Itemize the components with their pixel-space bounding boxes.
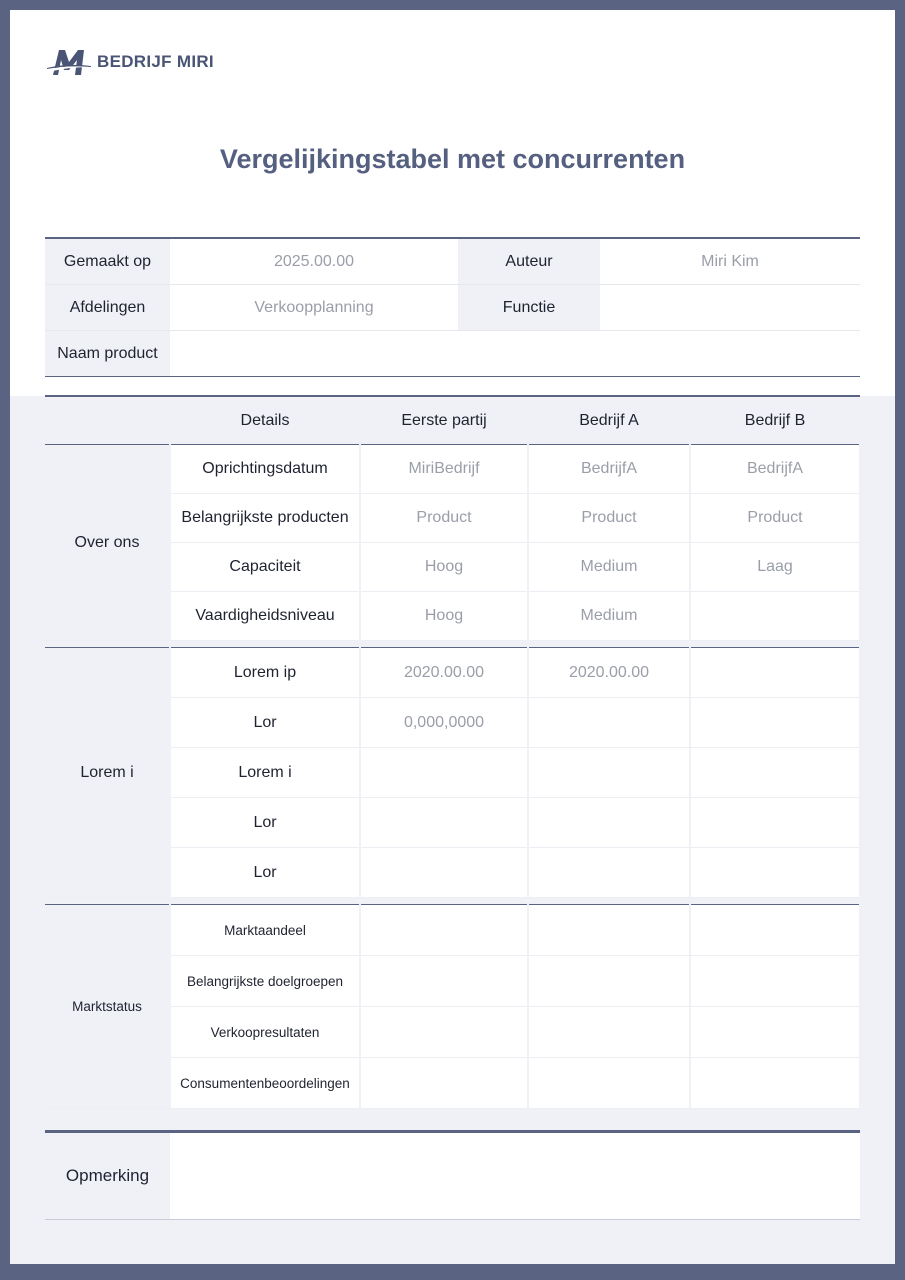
- product-value[interactable]: [170, 331, 860, 377]
- detail-label: Lorem ip: [170, 648, 360, 698]
- table-row: [45, 905, 860, 956]
- value-cell[interactable]: [528, 905, 690, 956]
- header-cell: [45, 396, 170, 445]
- department-value[interactable]: Verkoopplanning: [170, 285, 458, 331]
- value-cell[interactable]: 0,000,0000: [360, 698, 528, 748]
- info-row: [45, 238, 860, 285]
- author-value[interactable]: Miri Kim: [600, 238, 860, 285]
- note-label: Opmerking: [45, 1132, 170, 1220]
- value-cell[interactable]: Hoog: [360, 543, 528, 592]
- created-label: Gemaakt op: [45, 238, 170, 285]
- detail-label: Belangrijkste doelgroepen: [170, 956, 360, 1007]
- detail-label: Lor: [170, 798, 360, 848]
- group-label: Over ons: [45, 445, 170, 641]
- table-row: [45, 445, 860, 494]
- value-cell[interactable]: [360, 1007, 528, 1058]
- header-cell: Details: [170, 396, 360, 445]
- value-cell[interactable]: Hoog: [360, 592, 528, 641]
- value-cell[interactable]: [690, 956, 860, 1007]
- value-cell[interactable]: Product: [360, 494, 528, 543]
- value-cell[interactable]: 2020.00.00: [528, 648, 690, 698]
- group-label: Marktstatus: [45, 905, 170, 1109]
- header-cell: Bedrijf A: [528, 396, 690, 445]
- value-cell[interactable]: [690, 748, 860, 798]
- value-cell[interactable]: [690, 798, 860, 848]
- value-cell[interactable]: [528, 798, 690, 848]
- header-row: [45, 396, 860, 445]
- value-cell[interactable]: BedrijfA: [690, 445, 860, 494]
- value-cell[interactable]: [690, 592, 860, 641]
- note-table: [45, 1130, 860, 1220]
- value-cell[interactable]: [360, 748, 528, 798]
- detail-label: Lorem i: [170, 748, 360, 798]
- value-cell[interactable]: [360, 1058, 528, 1109]
- note-field[interactable]: [170, 1132, 860, 1220]
- value-cell[interactable]: [528, 698, 690, 748]
- value-cell[interactable]: [528, 956, 690, 1007]
- page-title: Vergelijkingstabel met concurrenten: [219, 144, 686, 174]
- value-cell[interactable]: [690, 905, 860, 956]
- value-cell[interactable]: [690, 1007, 860, 1058]
- product-label: Naam product: [45, 331, 170, 377]
- value-cell[interactable]: [360, 956, 528, 1007]
- value-cell[interactable]: [690, 698, 860, 748]
- brand-name: BEDRIJF MIRI: [97, 52, 214, 71]
- detail-label: Lor: [170, 698, 360, 748]
- value-cell[interactable]: [690, 848, 860, 898]
- comparison-table: [45, 395, 861, 1109]
- value-cell[interactable]: MiriBedrijf: [360, 445, 528, 494]
- value-cell[interactable]: [360, 905, 528, 956]
- value-cell[interactable]: [528, 748, 690, 798]
- info-row: [45, 285, 860, 331]
- function-value[interactable]: [600, 285, 860, 331]
- header-cell: Bedrijf B: [690, 396, 860, 445]
- created-value[interactable]: 2025.00.00: [170, 238, 458, 285]
- value-cell[interactable]: [690, 648, 860, 698]
- detail-label: Consumentenbeoordelingen: [170, 1058, 360, 1109]
- group-separator: [45, 898, 860, 905]
- note-row: [45, 1132, 860, 1220]
- table-row: [45, 648, 860, 698]
- brand-logo: [47, 47, 214, 77]
- detail-label: Vaardigheidsniveau: [170, 592, 360, 641]
- value-cell[interactable]: Product: [528, 494, 690, 543]
- value-cell[interactable]: Medium: [528, 543, 690, 592]
- detail-label: Capaciteit: [170, 543, 360, 592]
- detail-label: Marktaandeel: [170, 905, 360, 956]
- separator-cell: [45, 641, 860, 648]
- value-cell[interactable]: [360, 848, 528, 898]
- value-cell[interactable]: [528, 848, 690, 898]
- detail-label: Oprichtingsdatum: [170, 445, 360, 494]
- value-cell[interactable]: [360, 798, 528, 848]
- value-cell[interactable]: [528, 1058, 690, 1109]
- department-label: Afdelingen: [45, 285, 170, 331]
- header-cell: Eerste partij: [360, 396, 528, 445]
- info-row: [45, 331, 860, 377]
- value-cell[interactable]: Product: [690, 494, 860, 543]
- value-cell[interactable]: [528, 1007, 690, 1058]
- value-cell[interactable]: BedrijfA: [528, 445, 690, 494]
- group-label: Lorem i: [45, 648, 170, 898]
- detail-label: Lor: [170, 848, 360, 898]
- detail-label: Verkoopresultaten: [170, 1007, 360, 1058]
- separator-cell: [45, 898, 860, 905]
- value-cell[interactable]: [690, 1058, 860, 1109]
- info-table: [45, 237, 860, 377]
- detail-label: Belangrijkste producten: [170, 494, 360, 543]
- value-cell[interactable]: Laag: [690, 543, 860, 592]
- value-cell[interactable]: Medium: [528, 592, 690, 641]
- function-label: Functie: [458, 285, 600, 331]
- group-separator: [45, 641, 860, 648]
- value-cell[interactable]: 2020.00.00: [360, 648, 528, 698]
- author-label: Auteur: [458, 238, 600, 285]
- m-logo-icon: [47, 47, 91, 77]
- document-page: [10, 10, 895, 1264]
